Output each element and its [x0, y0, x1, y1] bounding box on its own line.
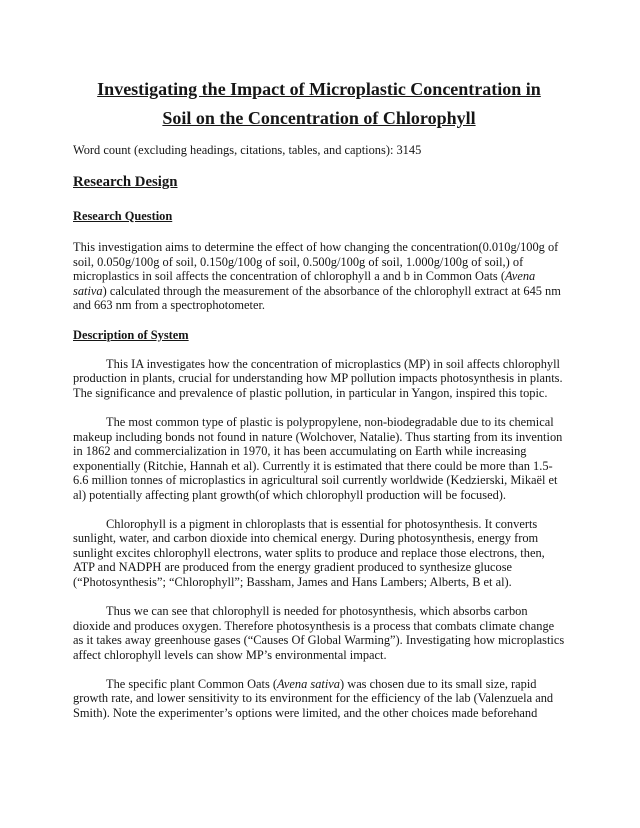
paragraph-text-segment: The specific plant Common Oats (: [106, 676, 278, 691]
document-title: [73, 75, 565, 133]
paragraph-description-3: Chlorophyll is a pigment in chloroplasts that is essential for photosynthesis. It converts sunlight, water, and carbon dioxide into chemical energy. During photosynthesis, energy from sunlight excites chlorophyll electrons, water splits to produce and replace those electrons, then, ATP and NADPH are produced from the energy gradient produced to synthesize glucose (“Photosynthesis”; “Chlorophyll”; Bassham, James and Hans Lambers; Alberts, B et al).: [73, 516, 545, 589]
paragraph-description-1: This IA investigates how the concentration of microplastics (MP) in soil affects chlorophyll production in plants, crucial for understanding how MP pollution impacts photosynthesis in plants. The significance and prevalence of plastic pollution, in particular in Yangon, inspired this topic.: [73, 356, 563, 400]
paragraph-text-segment: This investigation aims to determine the effect of how changing the concentration(0.010g/100g of soil, 0.050g/100g of soil, 0.150g/100g of soil, 0.500g/100g of soil, 1.000g/100g of soil,) of microplastics in soil affects the concentration of chlorophyll a and b in Common Oats (: [73, 240, 559, 284]
document-title-line-2: Soil on the Concentration of Chlorophyll: [162, 108, 476, 128]
document-title-line-1: Investigating the Impact of Microplastic Concentration in: [97, 79, 541, 99]
species-name-italic: Avena sativa: [277, 676, 341, 691]
paragraph-text-segment: ) was chosen due to its small size, rapid growth rate, and lower sensitivity to its environment for the efficiency of the lab (Valenzuela and Smith). Note the experimenter’s options were limited, and the other choices made beforehand: [73, 676, 554, 720]
heading-description-of-system: Description of System: [73, 327, 189, 342]
word-count-line: Word count (excluding headings, citations, tables, and captions): 3145: [73, 143, 422, 157]
paragraph-research-question: [73, 240, 565, 313]
paragraph-description-5: [73, 677, 565, 721]
species-name-italic: Avena sativa: [73, 269, 536, 298]
heading-research-question: Research Question: [73, 208, 173, 223]
paragraph-description-2: The most common type of plastic is polypropylene, non-biodegradable due to its chemical makeup including bonds not found in nature (Wolchover, Natalie). Thus starting from its invention in 1862 and commercialization in 1970, it has been accumulating on Earth while increasing exponentially (Ritchie, Hannah et al). Currently it is estimated that there could be more than 1.5-6.6 million tonnes of microplastics in agricultural soil currently worldwide (Kedzierski, Mikaël et al) potentially affecting plant growth(of which chlorophyll production will be focused).: [73, 415, 563, 502]
paragraph-text-segment: ) calculated through the measurement of the absorbance of the chlorophyll extract at 645 nm and 663 nm from a spectrophotometer.: [73, 283, 561, 313]
heading-research-design: Research Design: [73, 173, 178, 190]
paragraph-description-4: Thus we can see that chlorophyll is needed for photosynthesis, which absorbs carbon dioxide and produces oxygen. Therefore photosynthesis is a process that combats climate change as it takes away greenhouse gases (“Causes Of Global Warming”). Investigating how microplastics affect chlorophyll levels can show MP’s environmental impact.: [73, 604, 565, 662]
